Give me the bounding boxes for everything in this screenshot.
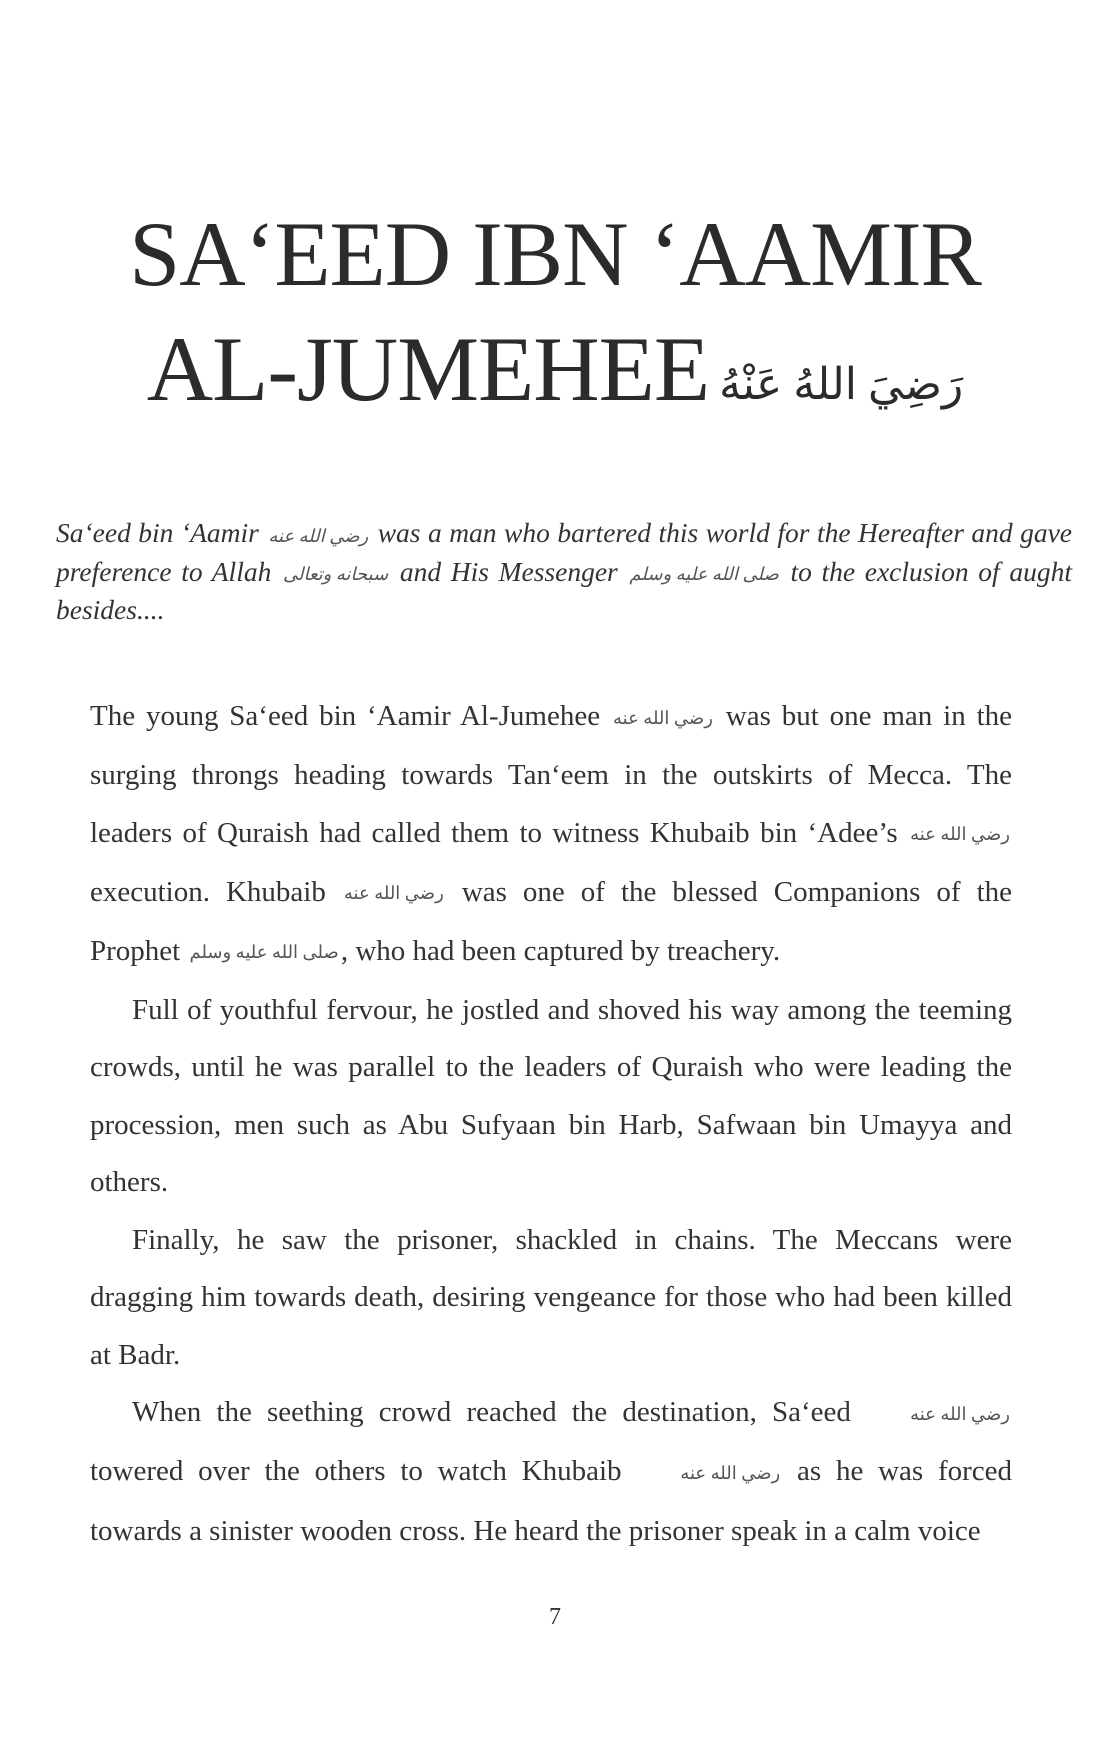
paragraph-1-text-e: , who had been captured by treachery. bbox=[340, 934, 781, 967]
paragraph-4-text-b: towered over the others to watch Khubaib bbox=[90, 1455, 622, 1488]
intro-text-4: to the exclusion of aught besides.... bbox=[56, 555, 1072, 626]
radiyallahu-anhu-icon: رضي الله عنه bbox=[612, 707, 713, 728]
radiyallahu-anhu-icon: رضي الله عنه bbox=[680, 1463, 781, 1484]
paragraph-1-text-a: The young Sa‘eed bin ‘Aamir Al-Jumehee bbox=[90, 700, 601, 732]
chapter-intro bbox=[56, 515, 1072, 628]
radiyallahu-anhu-icon: رضي الله عنه bbox=[910, 824, 1010, 845]
subhanahu-wa-taala-icon: سبحانه وتعالى bbox=[283, 564, 389, 585]
chapter-title-line-2 bbox=[0, 318, 1110, 420]
intro-text-1: Sa‘eed bin ‘Aamir bbox=[56, 517, 259, 548]
page-number: 7 bbox=[549, 1604, 561, 1630]
chapter-title-line-2-text: AL-JUMEHEE bbox=[146, 318, 710, 420]
radiyallahu-anhu-icon: رضي الله عنه bbox=[910, 1403, 1010, 1424]
paragraph-4-text-c: as he was forced towards a sinister wooden cross. He heard the prisoner speak in a calm voice bbox=[90, 1455, 1013, 1547]
paragraph-1 bbox=[90, 688, 1012, 982]
paragraph-1-text-b: was but one man in the surging throngs heading towards Tan‘eem in the outskirts of Mecca. The leaders of Quraish had called them to witness Khubaib bin ‘Adee’s bbox=[90, 700, 1013, 849]
paragraph-2: Full of youthful fervour, he jostled and shoved his way among the teeming crowds, until he was parallel to the leaders of Quraish who were leading the procession, men such as Abu Sufyaan bin Harb, Safwaan bin Umayya and others. bbox=[90, 993, 1012, 1199]
paragraph-1-text-c: execution. Khubaib bbox=[90, 875, 326, 908]
intro-text-3: and His Messenger bbox=[399, 555, 618, 587]
body-text bbox=[90, 688, 1012, 1560]
radiyallahu-anhu-icon: رضي الله عنه bbox=[268, 525, 369, 546]
intro-text-2: was a man who bartered this world for the Hereafter and gave preference to Allah bbox=[56, 517, 1073, 587]
salallahu-alayhi-wasallam-icon: صلى الله عليه وسلم bbox=[629, 564, 779, 585]
radiyallahu-anhu-icon: رضي الله عنه bbox=[343, 883, 444, 904]
paragraph-4 bbox=[90, 1384, 1012, 1560]
radiyallahu-anhu-honorific-icon: رَضِيَ اللهُ عَنْهُ bbox=[719, 359, 964, 409]
paragraph-1-text-d: was one of the blessed Companions of the Prophet bbox=[90, 875, 1013, 967]
salallahu-alayhi-wasallam-icon: صلى الله عليه وسلم bbox=[189, 942, 339, 963]
paragraph-3: Finally, he saw the prisoner, shackled in chains. The Meccans were dragging him towards death, desiring vengeance for those who had been killed at Badr. bbox=[90, 1223, 1012, 1371]
chapter-title-line-1: SA‘EED IBN ‘AAMIR bbox=[129, 203, 981, 305]
paragraph-4-text-a: When the seething crowd reached the destination, Sa‘eed bbox=[132, 1396, 851, 1429]
